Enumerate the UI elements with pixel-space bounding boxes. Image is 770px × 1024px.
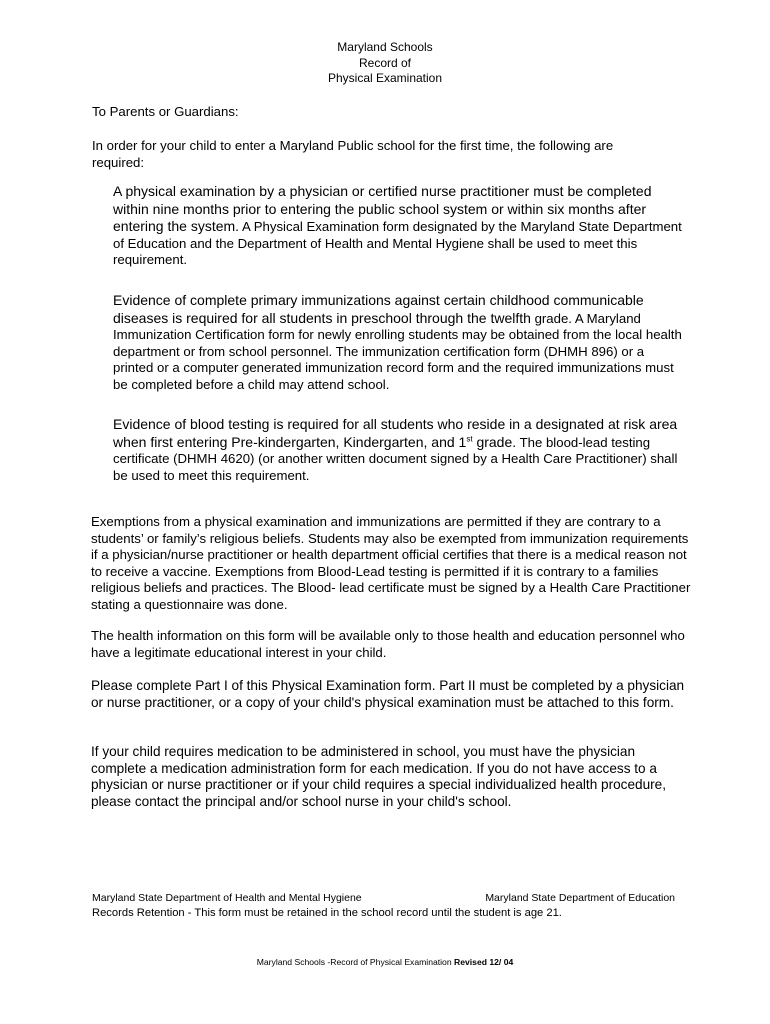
requirement-physical-exam (113, 183, 683, 269)
requirement-blood-test (113, 416, 683, 484)
requirement-immunization-rest: grade. A Maryland Immunization Certification form for newly enrolling students may be obtained from the local health department or from school personnel. The immunization certification form (DHMH 896) or a printed or a computer generated immunization record form and the required immunizations must be completed before a child may attend school. (113, 310, 682, 392)
requirement-immunization-lead: Evidence of complete primary immunizations against certain childhood communicable diseases is required for all students in preschool through the twelfth (113, 292, 644, 326)
greeting: To Parents or Guardians: (92, 104, 239, 119)
records-retention-note: Records Retention - This form must be retained in the school record until the student is age 21. (92, 907, 562, 919)
revision-label: Revised 12/ 04 (454, 957, 514, 967)
footer-agencies (92, 891, 675, 905)
footer-dhmh: Maryland State Department of Health and Mental Hygiene (92, 892, 362, 904)
form-footer-title: Maryland Schools -Record of Physical Examination (256, 957, 455, 967)
completion-instructions: Please complete Part I of this Physical Examination form. Part II must be completed by a physician or nurse practitioner, or a copy of your child's physical examination must be attached to this form. (91, 678, 685, 710)
requirement-blood-lead: Evidence of blood testing is required for all students who reside in a designated at risk area when first entering Pre-kindergarten, Kindergarten, and 1 (113, 416, 678, 450)
requirement-immunization (113, 292, 683, 393)
form-footer (0, 956, 770, 968)
title-line-record: Record of (358, 55, 412, 70)
requirement-blood-grade: grade. (472, 433, 517, 450)
privacy-paragraph: The health information on this form will be available only to those health and education personnel who have a legitimate educational interest in your child. (91, 628, 685, 660)
title-line-exam: Physical Examination (327, 71, 443, 85)
exemptions-paragraph: Exemptions from a physical examination and immunizations are permitted if they are contrary to a students’ or family’s religious beliefs. Students may also be exempted from immunization requirements if a physician/nurse practitioner or health department official certifies that there is a medical reason not to receive a vaccine. Exemptions from Blood-Lead testing is permitted if it is contrary to a families religious beliefs and practices. The Blood- lead certificate must be signed by a Health Care Practitioner stating a questionnaire was done. (91, 514, 691, 612)
requirement-physical-rest: A Physical Examination form designated by the Maryland State Department of Education and the Department of Health and Mental Hygiene shall be used to meet this requirement. (113, 219, 682, 267)
requirement-blood-sup: st (466, 434, 473, 444)
footer-msde: Maryland State Department of Education (485, 892, 675, 904)
document-title (0, 40, 770, 87)
medication-paragraph: If your child requires medication to be administered in school, you must have the physician complete a medication administration form for each medication. If you do not have access to a physician or nurse practitioner or if your child requires a special individualized health procedure, please contact the principal and/or school nurse in your child's school. (91, 744, 667, 809)
requirement-blood-rest: The blood-lead testing certificate (DHMH 4620) (or another written document signed by a Health Care Practitioner) shall be used to meet this requirement. (113, 434, 678, 483)
intro-paragraph: In order for your child to enter a Maryland Public school for the first time, the following are required: (92, 138, 614, 170)
requirement-physical-lead: A physical examination by a physician or certified nurse practitioner must be completed within nine months prior to entering the public school system or within six months after entering the system. (113, 183, 652, 234)
title-line-state: Maryland Schools (337, 40, 433, 54)
